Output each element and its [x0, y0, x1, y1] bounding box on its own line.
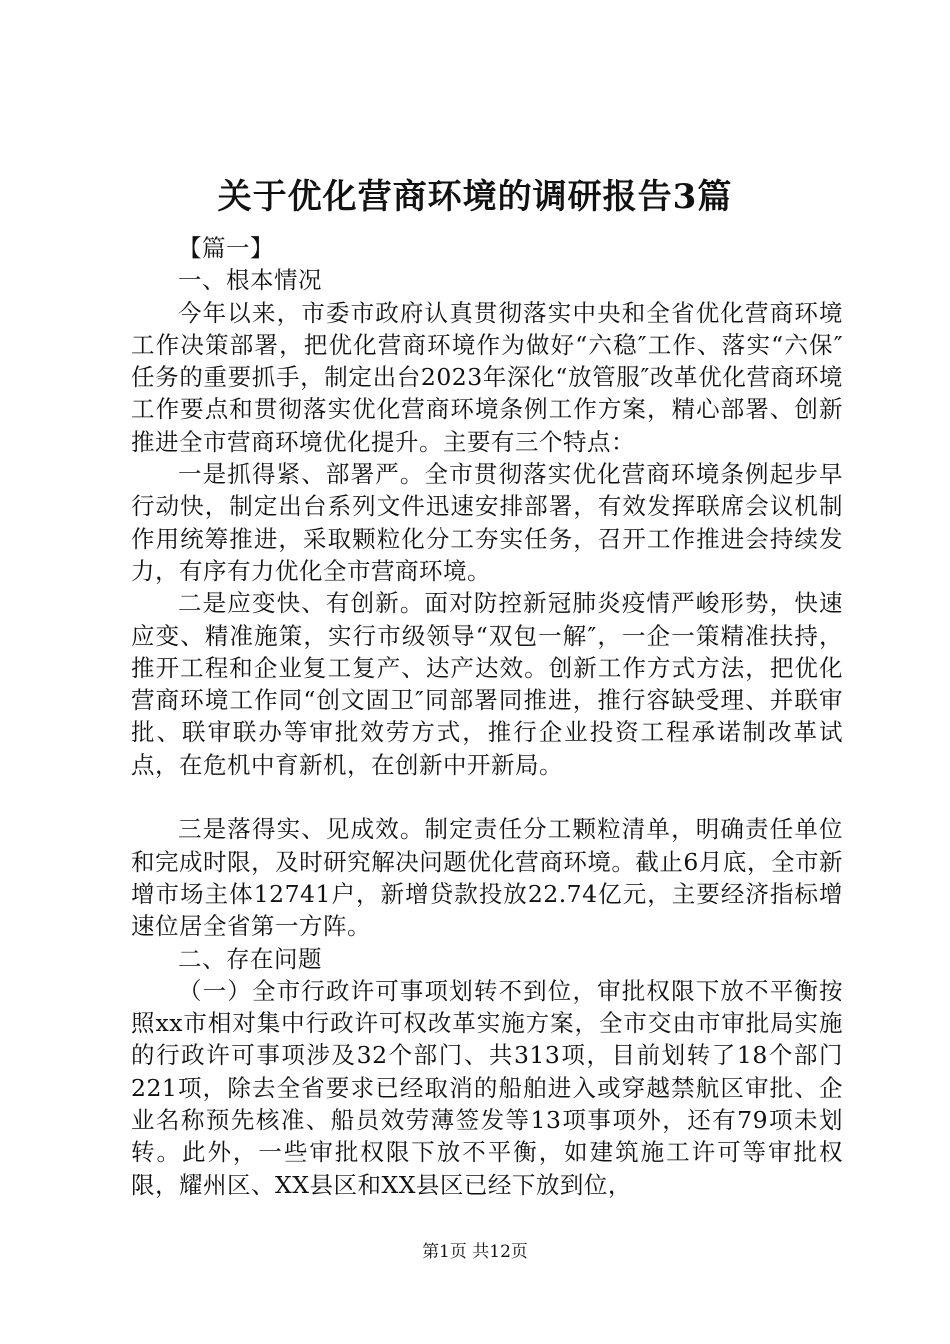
- paragraph-feature-one: 一是抓得紧、部署严。全市贯彻落实优化营商环境条例起步早行动快，制定出台系列文件迅速安排部署，有效发挥联席会议机制作用统筹推进，采取颗粒化分工夯实任务，召开工作推进会持续发力，有序有力优化全市营商环境。: [131, 460, 843, 585]
- part-label: 【篇一】: [178, 234, 274, 262]
- document-title: 关于优化营商环境的调研报告3篇: [217, 177, 733, 217]
- paragraph-problem-one: （一）全市行政许可事项划转不到位，审批权限下放不平衡按照xx市相对集中行政许可权改革实施方案，全市交由市审批局实施的行政许可事项涉及32个部门、共313项，目前划转了18个部门221项，除去全省要求已经取消的船舶进入或穿越禁航区审批、企业名称预先核准、船员效劳薄签发等13项事项外，还有79项未划转。此外，一些审批权限下放不平衡，如建筑施工许可等审批权限，耀州区、XX县区和XX县区已经下放到位，: [131, 976, 843, 1199]
- paragraph-feature-three: 三是落得实、见成效。制定责任分工颗粒清单，明确责任单位和完成时限，及时研究解决问题优化营商环境。截止6月底，全市新增市场主体12741户，新增贷款投放22.74亿元，主要经济指标增速位居全省第一方阵。: [131, 815, 843, 941]
- paragraph-overview: 今年以来，市委市政府认真贯彻落实中央和全省优化营商环境工作决策部署，把优化营商环境作为做好“六稳″工作、落实“六保″任务的重要抓手，制定出台2023年深化“放管服″改革优化营商环境工作要点和贯彻落实优化营商环境条例工作方案，精心部署、创新推进全市营商环境优化提升。主要有三个特点：: [131, 298, 843, 456]
- section-heading-problems: 二、存在问题: [178, 944, 322, 973]
- paragraph-feature-two: 二是应变快、有创新。面对防控新冠肺炎疫情严峻形势，快速应变、精准施策，实行市级领导“双包一解″，一企一策精准扶持，推开工程和企业复工复产、达产达效。创新工作方式方法，把优化营商环境工作同“创文固卫″同部署同推进，推行容缺受理、并联审批、联审联办等审批效劳方式，推行企业投资工程承诺制改革试点，在危机中育新机，在创新中开新局。: [131, 589, 843, 779]
- page-footer: 第1页 共12页: [422, 1242, 528, 1262]
- section-heading-basic-situation: 一、根本情况: [178, 266, 322, 295]
- document-body: [131, 232, 843, 1201]
